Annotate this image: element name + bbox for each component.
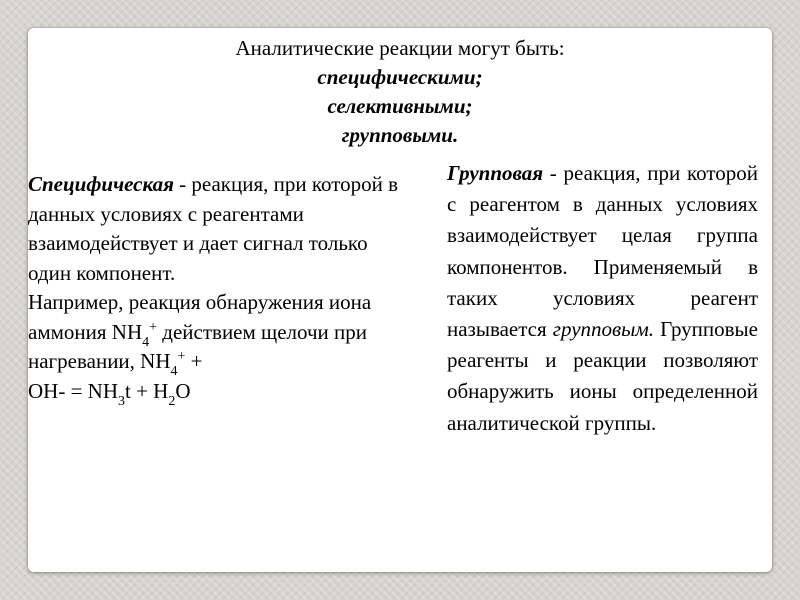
slide-title (28, 34, 772, 150)
title-item-group: групповыми. (341, 123, 459, 147)
subscript-2: 2 (168, 393, 176, 409)
slide (28, 28, 772, 572)
superscript-plus-second: + (177, 349, 186, 364)
equation-end: O (175, 378, 191, 403)
group-reaction-text (447, 158, 758, 439)
title-item-specific: специфическими; (317, 65, 483, 89)
subscript-3: 3 (118, 393, 125, 409)
example-plus: + (185, 349, 203, 373)
group-reagent-word: групповым. (552, 317, 655, 342)
specific-reaction-text (28, 170, 406, 409)
superscript-plus: + (149, 319, 158, 335)
equation-start: OH- = NH (28, 378, 118, 403)
title-item-selective: селективными; (327, 94, 473, 118)
group-continuation: Групповые реагенты и реакции позволяют обнаружить ионы определенной аналитической группы. (447, 317, 758, 435)
group-term: Групповая (447, 161, 544, 185)
subscript-4: 4 (142, 334, 150, 350)
example-mid: действием щелочи при нагревании, NH (28, 319, 367, 373)
title-line: Аналитические реакции могут быть: (235, 36, 565, 60)
subscript-4-second: 4 (170, 364, 178, 379)
example-prefix: Например, реакция обнаружения иона аммония NH (28, 290, 372, 344)
specific-definition: - реакция, при которой в данных условиях с реагентами взаимодействует и дает сигнал только один компонент. (28, 172, 399, 285)
equation-t: t + H (125, 378, 169, 403)
group-definition: - реакция, при которой с реагентом в данных условиях взаимодействует целая группа компонентов. Применяемый в таких условиях реагент называется (447, 161, 758, 342)
specific-term: Специфическая (28, 172, 174, 196)
